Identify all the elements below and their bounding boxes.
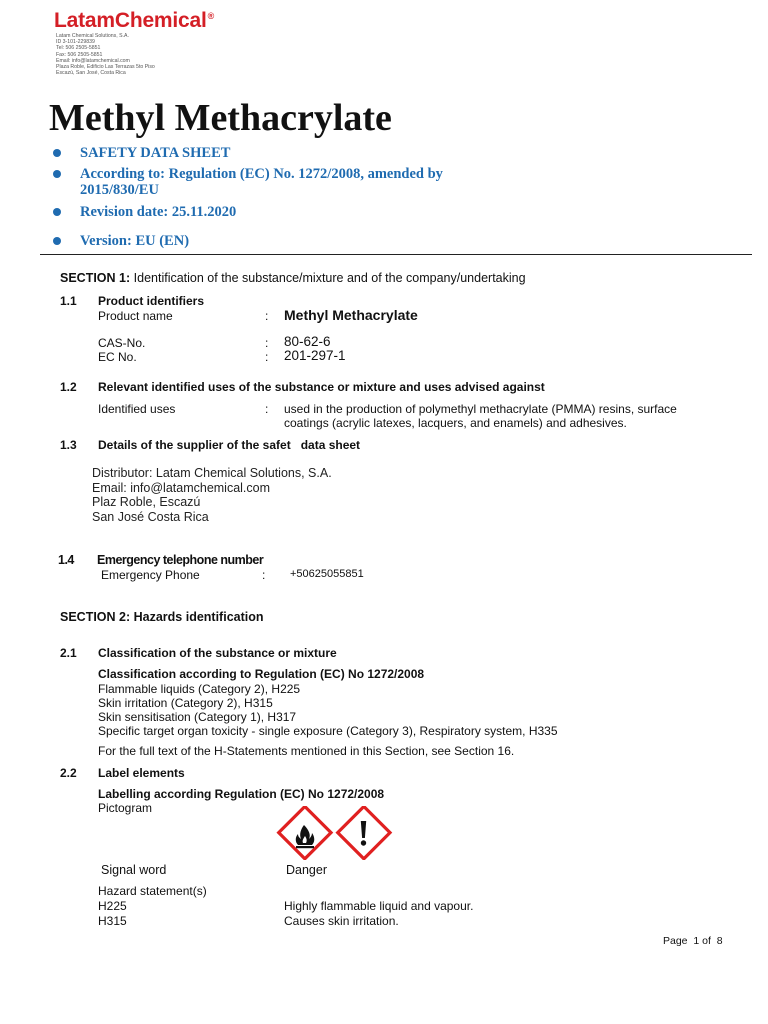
labelling-regulation-title: Labelling according Regulation (EC) No 1272/2008 (98, 787, 385, 801)
signal-word-value: Danger (286, 863, 327, 877)
subsection-number: 1.1 (60, 294, 77, 308)
identified-uses-text: used in the production of polymethyl methacrylate (PMMA) resins, surface (284, 402, 677, 416)
ec-label: EC No. (98, 350, 137, 364)
subsection-number: 1.3 (60, 438, 77, 452)
contact-line: Fax: 506 2505-5851 (56, 51, 103, 58)
exclamation-icon (338, 806, 390, 858)
supplier-line: San José Costa Rica (92, 509, 209, 524)
section-1-heading (60, 271, 526, 285)
section-2-heading: SECTION 2: Hazards identification (60, 610, 264, 624)
subsection-title: Emergency telephone number (97, 553, 264, 567)
classification-item: Skin sensitisation (Category 1), H317 (98, 710, 297, 724)
ghs-pictogram-row (276, 806, 396, 860)
supplier-line: Distributor: Latam Chemical Solutions, S.A. (92, 466, 332, 480)
subsection-number: 2.2 (60, 766, 77, 780)
classification-item: Flammable liquids (Category 2), H225 (98, 682, 301, 696)
bullet-text-continued: 2015/830/EU (80, 182, 159, 198)
ec-value: 201-297-1 (284, 348, 346, 363)
product-name-value: Methyl Methacrylate (284, 307, 418, 323)
supplier-email: Email: info@latamchemical.com (92, 480, 271, 495)
colon: : (265, 309, 269, 323)
section-1-title: Identification of the substance/mixture and of the company/undertaking (133, 271, 526, 285)
subsection-title: Details of the supplier of the safet data sheet (98, 438, 361, 452)
contact-line: Latam Chemical Solutions, S.A. (56, 33, 129, 39)
classification-item: Skin irritation (Category 2), H315 (98, 696, 273, 710)
bullet-dot-icon (53, 237, 61, 245)
colon: : (262, 568, 266, 582)
classification-regulation-title: Classification according to Regulation (EC) No 1272/2008 (98, 667, 425, 681)
contact-line: Escazú, San José, Costa Rica (56, 70, 126, 77)
signal-word-label: Signal word (101, 863, 167, 877)
section-1-label: SECTION 1: (60, 271, 131, 285)
bullet-text: Revision date: 25.11.2020 (80, 204, 237, 220)
cas-label: CAS-No. (98, 336, 146, 350)
cas-value: 80-62-6 (284, 334, 331, 349)
hazard-statements-label: Hazard statement(s) (98, 884, 207, 898)
supplier-details (92, 466, 332, 524)
emergency-phone-label: Emergency Phone (101, 568, 200, 582)
h-statement-note: For the full text of the H-Statements mentioned in this Section, see Section 16. (98, 744, 515, 758)
emergency-phone-number: +50625055851 (290, 568, 364, 580)
subsection-title: Product identifiers (98, 294, 205, 308)
subsection-title: Classification of the substance or mixture (98, 646, 337, 660)
bullet-dot-icon (53, 170, 61, 178)
supplier-line: Plaz Roble, Escazú (92, 495, 201, 509)
colon: : (265, 402, 269, 416)
flame-icon (279, 806, 331, 858)
ghs-pictograms (276, 806, 396, 865)
classification-list (98, 682, 558, 738)
classification-item: Specific target organ toxicity - single exposure (Category 3), Respiratory system, H335 (98, 724, 558, 738)
bullet-text: SAFETY DATA SHEET (80, 145, 231, 161)
hazard-code: H225 (98, 899, 127, 913)
subsection-number: 2.1 (60, 646, 77, 660)
subsection-title: Label elements (98, 766, 185, 780)
registered-mark: ® (207, 11, 215, 21)
hazard-text: Highly flammable liquid and vapour. (284, 899, 474, 913)
document-title: Methyl Methacrylate (49, 97, 392, 139)
page-number: Page 1 of 8 (663, 935, 723, 947)
colon: : (265, 350, 269, 364)
company-contact-block (56, 33, 155, 76)
contact-line: Plaza Roble, Edificio Las Terrazas 5to Piso (56, 64, 155, 71)
hazard-code: H315 (98, 914, 127, 928)
subsection-number: 1.4 (58, 553, 74, 567)
pictogram-label: Pictogram (98, 801, 153, 815)
identified-uses-label: Identified uses (98, 402, 176, 416)
logo-text: LatamChemical (54, 9, 207, 32)
company-logo (54, 9, 214, 33)
bullet-text: Version: EU (EN) (80, 233, 190, 249)
contact-line: Email: info@latamchemical.com (56, 57, 130, 64)
colon: : (265, 336, 269, 350)
product-name-label: Product name (98, 309, 173, 323)
subsection-number: 1.2 (60, 380, 77, 394)
bullet-text: According to: Regulation (EC) No. 1272/2008, amended by (80, 166, 443, 182)
bullet-dot-icon (53, 208, 61, 216)
hazard-text: Causes skin irritation. (284, 914, 399, 928)
header-divider (40, 254, 752, 255)
bullet-dot-icon (53, 149, 61, 157)
identified-uses-text-continued: coatings (acrylic latexes, lacquers, and enamels) and adhesives. (284, 416, 627, 430)
subsection-title: Relevant identified uses of the substance or mixture and uses advised against (98, 380, 545, 394)
contact-line: Tel: 506 2505-5851 (56, 45, 101, 52)
contact-line: ID 3-101-229839 (56, 39, 95, 46)
